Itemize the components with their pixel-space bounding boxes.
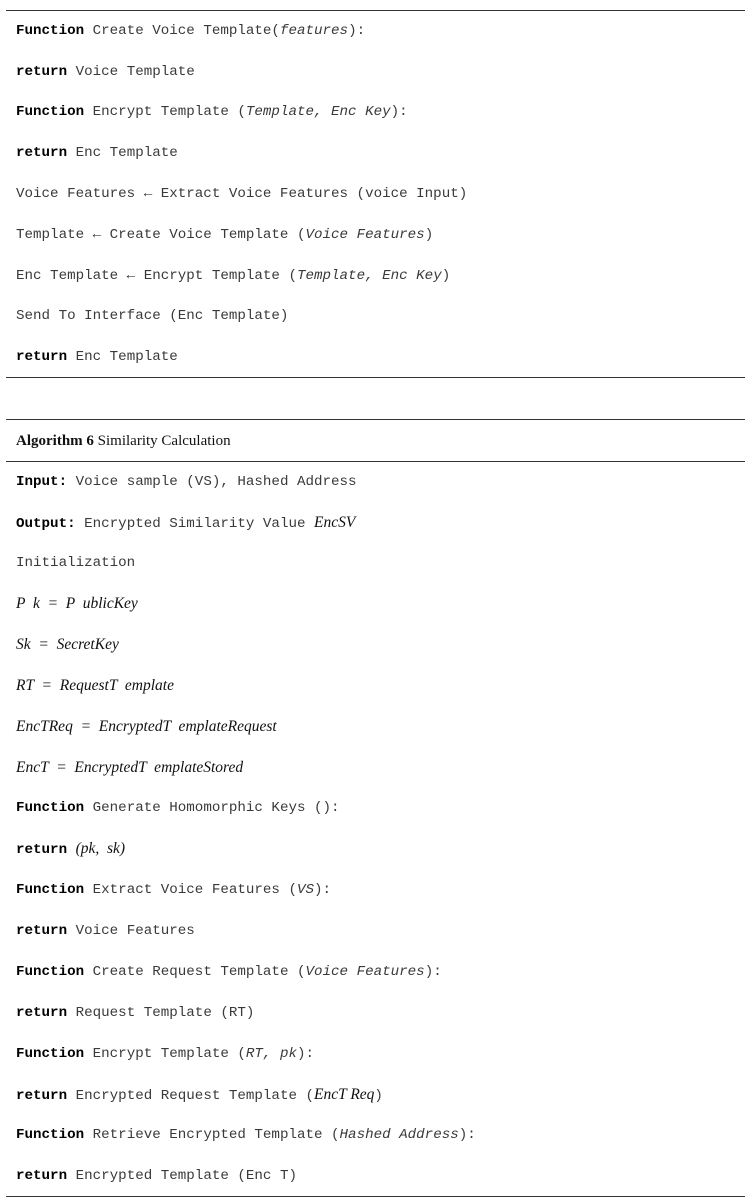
code-text: Encrypt Template ( — [92, 1046, 246, 1062]
code-text: Enc Template — [75, 349, 178, 365]
code-arg: Voice Features — [305, 964, 425, 980]
keyword: Function — [16, 23, 85, 39]
keyword: Function — [16, 882, 85, 898]
code-arg: Voice Features — [305, 227, 425, 243]
code-text: ): — [390, 104, 408, 120]
code-text: Encrypted Template (Enc T) — [75, 1168, 297, 1184]
algo6-math-2 — [16, 635, 119, 655]
algo6-input — [16, 472, 357, 492]
code-text: Generate Homomorphic Keys (): — [92, 800, 340, 816]
code-text: ): — [296, 1046, 315, 1062]
algo6-func-4 — [16, 1044, 314, 1064]
code-text: ): — [424, 964, 442, 980]
algo6-return-4 — [16, 1085, 383, 1105]
algo6-math-5 — [16, 758, 243, 778]
keyword: Function — [16, 1046, 85, 1062]
algo6-func-2 — [16, 880, 331, 900]
algo6-bottom-rule — [6, 1196, 745, 1197]
code-text: Request Template (RT) — [75, 1005, 255, 1021]
code-arg: Template, Enc Key — [245, 104, 391, 120]
code-text: Voice Template — [75, 64, 195, 80]
algorithm-caption — [16, 430, 231, 452]
algo5-line-8 — [16, 306, 288, 326]
algo6-func-3 — [16, 962, 442, 982]
math-expr: EncSV — [314, 514, 356, 531]
algo6-return-2 — [16, 921, 195, 941]
algo6-math-3 — [16, 676, 174, 696]
code-arg: VS — [296, 882, 315, 898]
code-text: Template ← Create Voice Template ( — [16, 227, 306, 243]
algorithm-title: Similarity Calculation — [97, 433, 231, 449]
algo5-line-4 — [16, 143, 178, 163]
top-rule — [6, 10, 745, 11]
code-text: Encrypted Request Template ( — [75, 1088, 314, 1104]
code-text: ) — [424, 227, 434, 243]
code-text: Voice sample (VS), Hashed Address — [75, 474, 357, 490]
algo5-line-2 — [16, 62, 195, 82]
math-expr: EncTReq = EncryptedT emplateRequest — [16, 718, 277, 735]
code-arg: features — [279, 23, 349, 39]
code-arg: Hashed Address — [339, 1127, 459, 1143]
keyword: return — [16, 349, 68, 365]
math-expr: RT = RequestT emplate — [16, 677, 174, 694]
code-text: Initialization — [16, 555, 136, 571]
keyword: return — [16, 1168, 68, 1184]
math-expr: EncT Req — [314, 1086, 375, 1103]
code-text: Create Request Template ( — [92, 964, 306, 980]
algo5-line-1 — [16, 21, 365, 41]
algo6-output — [16, 513, 355, 533]
math-expr: P k = P ublicKey — [16, 595, 138, 612]
code-text: Create Voice Template( — [92, 23, 280, 39]
code-text: Extract Voice Features ( — [92, 882, 297, 898]
keyword: Output: — [16, 516, 76, 532]
code-text: Send To Interface (Enc Template) — [16, 308, 289, 324]
keyword: Function — [16, 964, 85, 980]
keyword: return — [16, 145, 68, 161]
code-arg: Template, Enc Key — [296, 268, 442, 284]
math-expr: (pk, sk) — [75, 840, 126, 857]
code-text: Encrypt Template ( — [92, 104, 246, 120]
code-text: ) — [374, 1088, 383, 1104]
keyword: Function — [16, 1127, 85, 1143]
algo5-line-9 — [16, 347, 178, 367]
algo6-init — [16, 553, 135, 573]
algo6-math-1 — [16, 594, 138, 614]
algo5-line-3 — [16, 102, 408, 122]
keyword: return — [16, 923, 68, 939]
code-text: Retrieve Encrypted Template ( — [92, 1127, 340, 1143]
algo6-math-4 — [16, 717, 277, 737]
code-text: Voice Features ← Extract Voice Features (voice Input) — [16, 186, 468, 202]
code-arg: RT, pk — [245, 1046, 297, 1062]
keyword: return — [16, 64, 68, 80]
keyword: return — [16, 1005, 68, 1021]
code-text: ): — [458, 1127, 476, 1143]
code-text: Encrypted Similarity Value — [84, 516, 306, 532]
algorithm-label: Algorithm 6 — [16, 433, 94, 449]
code-text: Enc Template — [75, 145, 178, 161]
code-text: ): — [314, 882, 332, 898]
code-text: Voice Features — [75, 923, 195, 939]
math-expr: Sk = SecretKey — [16, 636, 119, 653]
algo5-line-5 — [16, 184, 467, 204]
algo6-header-rule — [6, 461, 745, 462]
algo6-return-3 — [16, 1003, 254, 1023]
algo5-line-7 — [16, 266, 450, 286]
keyword: return — [16, 842, 68, 858]
algo6-top-rule — [6, 419, 745, 420]
keyword: Input: — [16, 474, 68, 490]
algo5-bottom-rule — [6, 377, 745, 378]
code-text: ) — [441, 268, 451, 284]
algo6-return-5 — [16, 1166, 297, 1186]
code-text: ): — [348, 23, 366, 39]
keyword: return — [16, 1088, 68, 1104]
algo5-line-6 — [16, 225, 433, 245]
algo6-return-1 — [16, 839, 125, 859]
algo6-func-5 — [16, 1125, 476, 1145]
algo6-func-1 — [16, 798, 340, 818]
keyword: Function — [16, 800, 85, 816]
math-expr: EncT = EncryptedT emplateStored — [16, 759, 244, 776]
keyword: Function — [16, 104, 85, 120]
code-text: Enc Template ← Encrypt Template ( — [16, 268, 297, 284]
